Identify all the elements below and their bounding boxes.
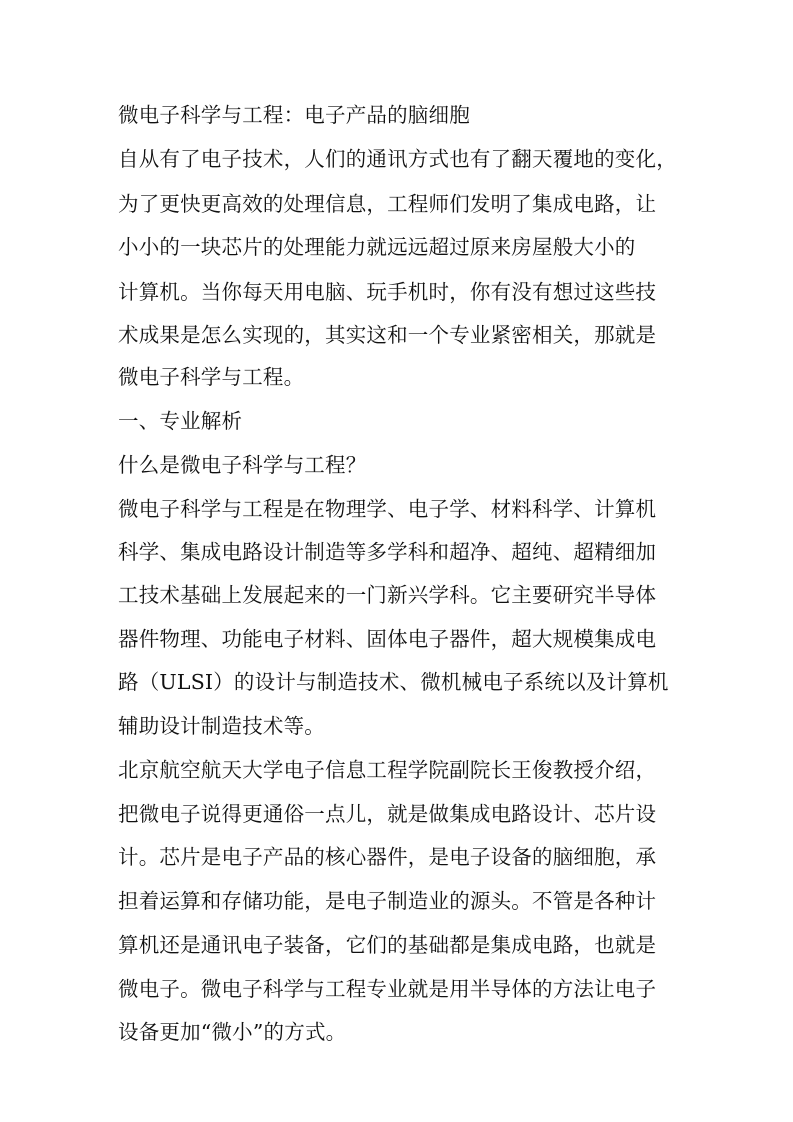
body-text-line: 微电子科学与工程。 (118, 365, 305, 389)
section-heading: 一、专业解析 (118, 409, 243, 433)
body-text-line: 工技术基础上发展起来的一门新兴学科。它主要研究半导体 (118, 583, 657, 607)
subheading: 什么是微电子科学与工程？ (118, 453, 367, 477)
body-text-line: 把微电子说得更通俗一点儿，就是做集成电路设计、芯片设 (118, 802, 657, 826)
body-text-line: 微电子。微电子科学与工程专业就是用半导体的方法让电子 (118, 977, 657, 1001)
body-text-line: 微电子科学与工程是在物理学、电子学、材料科学、计算机 (118, 497, 657, 521)
body-text-line: 路（ULSI）的设计与制造技术、微机械电子系统以及计算机 (118, 670, 669, 694)
body-text-line: 为了更快更高效的处理信息，工程师们发明了集成电路，让 (118, 192, 657, 216)
body-text-line: 小小的一块芯片的处理能力就远远超过原来房屋般大小的 (118, 235, 636, 259)
document-title: 微电子科学与工程：电子产品的脑细胞 (118, 103, 470, 127)
body-text-line: 北京航空航天大学电子信息工程学院副院长王俊教授介绍， (118, 758, 657, 782)
body-text-line: 器件物理、功能电子材料、固体电子器件，超大规模集成电 (118, 627, 657, 651)
body-text-line: 计算机。当你每天用电脑、玩手机时，你有没有想过这些技 (118, 280, 657, 304)
body-text-line: 担着运算和存储功能，是电子制造业的源头。不管是各种计 (118, 889, 657, 913)
body-text-line: 设备更加“微小”的方式。 (118, 1020, 347, 1044)
body-text-line: 科学、集成电路设计制造等多学科和超净、超纯、超精细加 (118, 540, 657, 564)
body-text-line: 算机还是通讯电子装备，它们的基础都是集成电路，也就是 (118, 933, 657, 957)
body-text-line: 自从有了电子技术，人们的通讯方式也有了翻天覆地的变化， (118, 147, 677, 171)
body-text-line: 术成果是怎么实现的，其实这和一个专业紧密相关，那就是 (118, 323, 657, 347)
body-text-line: 计。芯片是电子产品的核心器件，是电子设备的脑细胞，承 (118, 845, 657, 869)
body-text-line: 辅助设计制造技术等。 (118, 714, 325, 738)
